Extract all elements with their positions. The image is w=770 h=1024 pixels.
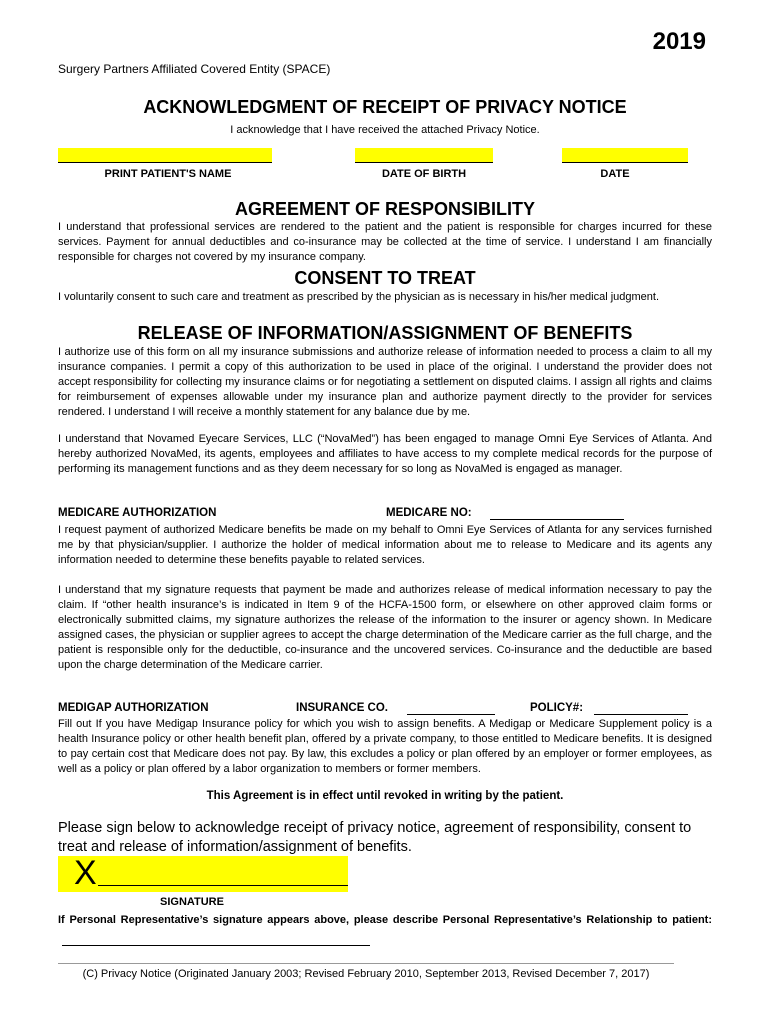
ack-title: ACKNOWLEDGMENT OF RECEIPT OF PRIVACY NOTICE <box>143 97 627 117</box>
medicare-authorization-label: MEDICARE AUTHORIZATION <box>58 507 217 519</box>
release-text-2: I understand that Novamed Eyecare Services, LLC (“NovaMed”) has been engaged to manage Omni Eye Services of Atlanta. And hereby authorized NovaMed, its agents, employees and affiliates to have access to my complete medical records for the purpose of performing its management functions and as they deem necessary for so long as NovaMed is engaged as manager. <box>58 433 712 475</box>
policy-number-label: POLICY#: <box>530 702 584 714</box>
signature-line <box>98 885 348 886</box>
policy-number-field[interactable] <box>594 701 688 715</box>
release-title: RELEASE OF INFORMATION/ASSIGNMENT OF BENEFITS <box>137 323 633 343</box>
date-of-birth-label: DATE OF BIRTH <box>381 168 467 180</box>
representative-text: If Personal Representative’s signature appears above, please describe Personal Representative’s Relationship to patient: <box>58 914 712 926</box>
footer-text: (C) Privacy Notice (Originated January 2003; Revised February 2010, September 2013, Revised December 7, 2017) <box>82 968 650 980</box>
agreement-text: I understand that professional services are rendered to the patient and the patient is responsible for charges incurred for these services. Payment for annual deductibles and co-insurance may be collected at the time of service. I understand I am financially responsible for charges not covered by my insurance company. <box>58 221 712 263</box>
consent-text: I voluntarily consent to such care and treatment as prescribed by the physician as is necessary in his/her medical judgment. <box>58 291 660 303</box>
agreement-title: AGREEMENT OF RESPONSIBILITY <box>234 199 536 219</box>
relationship-field[interactable] <box>62 933 370 946</box>
document-year: 2019 <box>652 28 706 55</box>
footer-divider <box>58 963 674 964</box>
medicare-text-1: I request payment of authorized Medicare benefits be made on my behalf to Omni Eye Services of Atlanta for any services furnished me by that physician/supplier. I authorize the holder of medical information about me to release to Medicare and its agents any information needed to determine these benefits payable to related services. <box>58 524 712 566</box>
consent-title: CONSENT TO TREAT <box>294 268 476 288</box>
signature-label: SIGNATURE <box>160 896 224 908</box>
insurance-co-label: INSURANCE CO. <box>296 702 389 714</box>
medigap-authorization-label: MEDIGAP AUTHORIZATION <box>58 702 209 714</box>
date-of-birth-field[interactable] <box>355 148 493 163</box>
representative-notice <box>58 912 712 946</box>
date-label: DATE <box>600 168 630 180</box>
medigap-text: Fill out If you have Medigap Insurance policy for which you wish to assign benefits. A Medigap or Medicare Supplement policy is a health Insurance policy or other health benefit plan, offered by a private company, to those entitled to Medicare benefits. It is designed to pay certain cost that Medicare does not pay. By law, this excludes a policy or plan offered by an employer or former employees, as well as a policy or plan offered by a labor organization to members or former members. <box>58 718 712 775</box>
date-field[interactable] <box>562 148 688 163</box>
sign-instruction: Please sign below to acknowledge receipt of privacy notice, agreement of responsibility, consent to treat and release of information/assignment of benefits. <box>58 820 692 855</box>
signature-field[interactable] <box>58 856 348 892</box>
medicare-no-label: MEDICARE NO: <box>386 507 472 519</box>
patient-name-field[interactable] <box>58 148 272 163</box>
release-text-1: I authorize use of this form on all my insurance submissions and authorize release of information needed to process a claim to all my insurance companies. I permit a copy of this authorization to be used in place of the original. I understand the provider does not accept responsibility for collecting my insurance claims or for negotiating a settlement on disputed claims. I assign all rights and claims for reimbursement of expenses allowable under my insurance plan and authorize payment directly to the provider for services rendered. I understand I will receive a monthly statement for any balance due by me. <box>58 346 712 418</box>
ack-subtitle: I acknowledge that I have received the attached Privacy Notice. <box>230 124 540 136</box>
patient-name-label: PRINT PATIENT'S NAME <box>104 168 232 180</box>
insurance-co-field[interactable] <box>407 701 495 715</box>
medicare-text-2: I understand that my signature requests that payment be made and authorizes release of medical information necessary to pay the claim. If “other health insurance’s is indicated in Item 9 of the HCFA-1500 form, or elsewhere on other approved claim forms or electronically submitted claims, my signature authorizes the release of the information to the insurer or agency shown. In Medicare assigned cases, the physician or supplier agrees to accept the charge determination of the Medicare carrier as the full charge, and the patient is responsible only for the deductible, co-insurance and the uncovered services. Co-insurance and the deductible are based upon the charge determination of the Medicare carrier. <box>58 584 712 671</box>
agreement-effect-notice: This Agreement is in effect until revoked in writing by the patient. <box>206 790 564 802</box>
medicare-no-field[interactable] <box>490 506 624 520</box>
covered-entity-name: Surgery Partners Affiliated Covered Entity (SPACE) <box>58 62 331 76</box>
signature-x-mark: X <box>74 854 97 892</box>
